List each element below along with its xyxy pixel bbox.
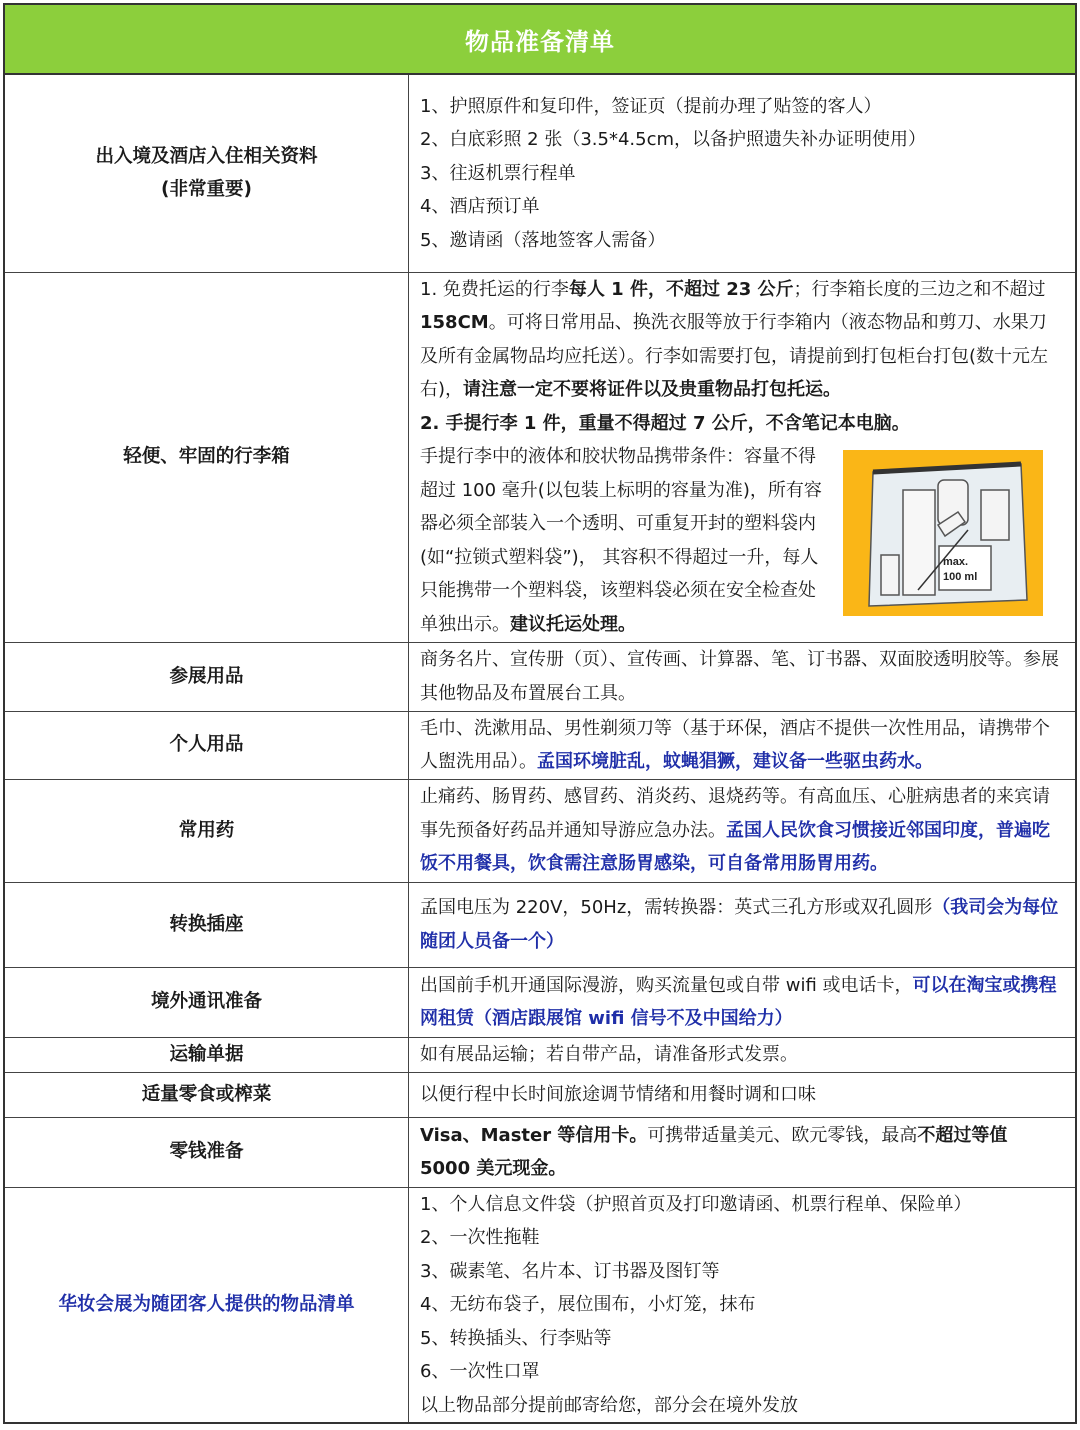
luggage-paragraph-3 xyxy=(420,440,825,641)
row-content: 以便行程中长时间旅途调节情绪和用餐时调和口味 xyxy=(409,1072,1076,1117)
list-item: 5、转换插头、行李贴等 xyxy=(420,1327,612,1349)
row-label: 运输单据 xyxy=(5,1037,409,1072)
row-content: 如有展品运输；若自带产品，请准备形式发票。 xyxy=(409,1037,1076,1072)
list-item: 4、无纺布袋子，展位围布，小灯笼，抹布 xyxy=(420,1294,756,1315)
row-content: 商务名片、宣传册（页）、宣传画、计算器、笔、订书器、双面胶透明胶等。参展其他物品及布置展台工具。 xyxy=(409,642,1076,711)
text-run: Visa、Master 等信用卡。 xyxy=(420,1124,648,1146)
table-row xyxy=(5,1072,1075,1117)
row-label: 转换插座 xyxy=(5,882,409,967)
highlight-text: 可以在淘宝或携程网租赁（酒店跟展馆 wifi 信号不及中国给力） xyxy=(420,974,1057,1029)
text-run: 孟国电压为 220V，50Hz，需转换器：英式三孔方形或双孔圆形 xyxy=(420,897,933,918)
row-label: 华妆会展为随团客人提供的物品清单 xyxy=(5,1187,409,1422)
list-item: 2、白底彩照 2 张（3.5*4.5cm，以备护照遗失补办证明使用） xyxy=(420,129,927,150)
row-label-text: 出入境及酒店入住相关资料 xyxy=(95,145,318,167)
checklist-sheet xyxy=(3,3,1077,1424)
list-item: 2、一次性拖鞋 xyxy=(420,1227,540,1248)
text-run: 出国前手机开通国际漫游，购买流量包或自带 wifi 或电话卡， xyxy=(420,974,913,996)
table-row xyxy=(5,1117,1075,1187)
table-row xyxy=(5,642,1075,711)
table-row xyxy=(5,75,1075,272)
highlight-text: 孟国人民饮食习惯接近邻国印度，普遍吃饭不用餐具，饮食需注意肠胃感染，可自备常用肠胃用药。 xyxy=(420,819,1050,875)
list-item: 1、个人信息文件袋（护照首页及打印邀请函、机票行程单、保险单） xyxy=(420,1193,972,1215)
list-item: 6、一次性口罩 xyxy=(420,1361,540,1382)
row-content xyxy=(409,779,1076,882)
table-row xyxy=(5,882,1075,967)
row-label: 适量零食或榨菜 xyxy=(5,1072,409,1117)
text-run: 建议托运处理。 xyxy=(510,613,636,635)
liquid-bag-icon xyxy=(843,450,1043,616)
text-run: 1. 免费托运的行李 xyxy=(420,278,569,300)
row-content xyxy=(409,711,1076,779)
row-content xyxy=(409,882,1076,967)
table-row xyxy=(5,967,1075,1037)
row-content xyxy=(409,967,1076,1037)
list-item: 3、往返机票行程单 xyxy=(420,162,576,184)
row-sublabel-text: (非常重要) xyxy=(161,179,252,201)
list-item: 以上物品部分提前邮寄给您，部分会在境外发放 xyxy=(420,1394,798,1416)
text-run: 请注意一定不要将证件以及贵重物品打包托运。 xyxy=(463,379,842,401)
list-item: 4、酒店预订单 xyxy=(420,196,540,217)
text-run: 毛巾、洗漱用品、男性剃须刀等（基于环保，酒店不提供一次性用品，请携带个人盥洗用品）。 xyxy=(420,717,1050,772)
table-row xyxy=(5,272,1075,642)
text-run: ；行李箱长度的三边之和不超过 xyxy=(793,278,1046,300)
row-content xyxy=(409,75,1076,272)
luggage-paragraph-2: 2. 手提行李 1 件，重量不得超过 7 公斤，不含笔记本电脑。 xyxy=(420,412,910,434)
row-label: 境外通讯准备 xyxy=(5,967,409,1037)
text-run: 。可将日常用品、换洗衣服等放于行李箱内（液态物品和剪刀、水果刀及所有金属物品均应托送）。行李如需要打包，请提前到打包柜台打包(数十元左右)， xyxy=(420,312,1049,401)
text-run: 每人 1 件，不超过 23 公斤 xyxy=(568,278,794,300)
text-run: 止痛药、肠胃药、感冒药、消炎药、退烧药等。有高血压、心脏病患者的来宾请事先预备好药品并通知导游应急办法。 xyxy=(420,786,1050,841)
row-content xyxy=(409,1187,1076,1422)
text-run: 可携带适量美元、欧元零钱，最高 xyxy=(647,1124,918,1146)
row-label: 参展用品 xyxy=(5,642,409,711)
row-label: 零钱准备 xyxy=(5,1117,409,1187)
row-label: 常用药 xyxy=(5,779,409,882)
page-title: 物品准备清单 xyxy=(5,5,1075,75)
row-content xyxy=(409,272,1076,642)
list-item: 3、碳素笔、名片本、订书器及图钉等 xyxy=(420,1260,720,1282)
bag-label-line-1: max. xyxy=(943,556,969,569)
text-run: 158CM xyxy=(420,312,489,334)
liquid-bag-illustration xyxy=(843,450,1043,616)
row-label xyxy=(5,75,409,272)
table-row xyxy=(5,711,1075,779)
row-label: 轻便、牢固的行李箱 xyxy=(5,272,409,642)
highlight-text: （我司会为每位随团人员备一个） xyxy=(420,897,1059,952)
table-row xyxy=(5,1187,1075,1422)
table-row xyxy=(5,779,1075,882)
liquid-rules-block xyxy=(420,440,1063,641)
highlight-text: 孟国环境脏乱，蚊蝇猖獗，建议备一些驱虫药水。 xyxy=(537,751,933,772)
row-label: 个人用品 xyxy=(5,711,409,779)
luggage-paragraph-1 xyxy=(420,273,1063,407)
text-run: 不超过等值 5000 美元现金。 xyxy=(420,1124,1008,1179)
bag-label-line-2: 100 ml xyxy=(943,571,978,584)
checklist-table xyxy=(5,75,1075,1422)
text-run: 手提行李中的液体和胶状物品携带条件：容量不得超过 100 毫升(以包装上标明的容量为准)，所有容器必须全部装入一个透明、可重复开封的塑料袋内(如“拉锁式塑料袋”)， 其容积不得超过一升，每人只能携带一个塑料袋，该塑料袋必须在安全检查处单独出示。 xyxy=(420,446,822,635)
list-item: 1、护照原件和复印件，签证页（提前办理了贴签的客人） xyxy=(420,95,882,117)
table-row xyxy=(5,1037,1075,1072)
list-item: 5、邀请函（落地签客人需备） xyxy=(420,229,666,251)
row-content xyxy=(409,1117,1076,1187)
